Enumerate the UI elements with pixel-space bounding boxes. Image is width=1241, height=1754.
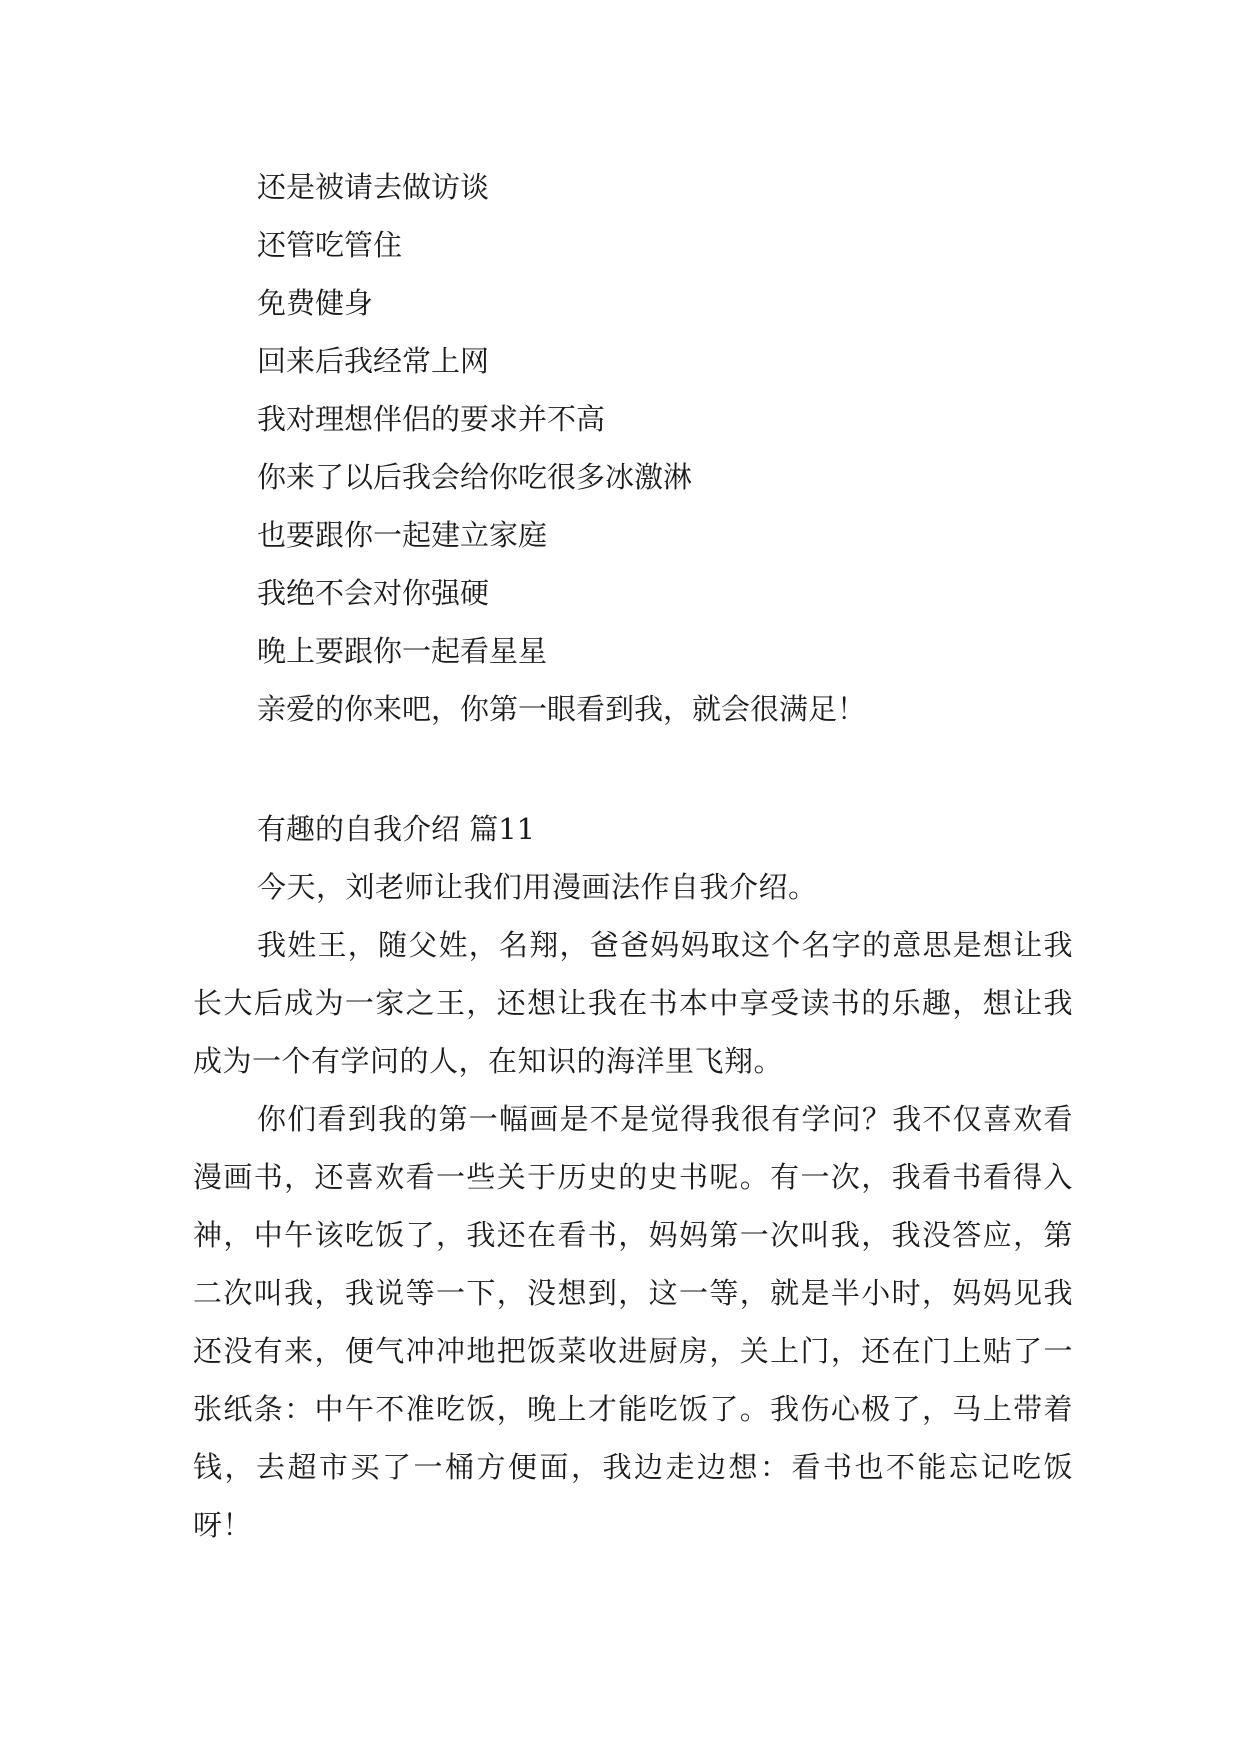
paragraph: 我姓王，随父姓，名翔，爸爸妈妈取这个名字的意思是想让我长大后成为一家之王，还想让我在书本中享受读书的乐趣，想让我成为一个有学问的人，在知识的海洋里飞翔。	[193, 928, 1073, 1078]
section-body	[193, 858, 1073, 1554]
poem-line: 我绝不会对你强硬	[257, 576, 490, 610]
section-heading: 有趣的自我介绍 篇11	[257, 812, 536, 846]
paragraph: 今天，刘老师让我们用漫画法作自我介绍。	[257, 870, 818, 904]
poem-line: 晚上要跟你一起看星星	[257, 634, 548, 668]
poem-line: 也要跟你一起建立家庭	[257, 518, 548, 552]
poem-line: 还是被请去做访谈	[257, 170, 490, 204]
poem-lines	[257, 158, 866, 738]
poem-line: 回来后我经常上网	[257, 344, 490, 378]
poem-line: 你来了以后我会给你吃很多冰激淋	[257, 460, 693, 494]
poem-line: 免费健身	[257, 286, 374, 320]
poem-line: 亲爱的你来吧，你第一眼看到我，就会很满足！	[257, 692, 867, 726]
poem-line: 我对理想伴侣的要求并不高	[257, 402, 606, 436]
paragraph: 你们看到我的第一幅画是不是觉得我很有学问？我不仅喜欢看漫画书，还喜欢看一些关于历史的史书呢。有一次，我看书看得入神，中午该吃饭了，我还在看书，妈妈第一次叫我，我没答应，第二次叫我，我说等一下，没想到，这一等，就是半小时，妈妈见我还没有来，便气冲冲地把饭菜收进厨房，关上门，还在门上贴了一张纸条：中午不准吃饭，晚上才能吃饭了。我伤心极了，马上带着钱，去超市买了一桶方便面，我边走边想：看书也不能忘记吃饭呀！	[193, 1102, 1073, 1542]
poem-line: 还管吃管住	[257, 228, 403, 262]
